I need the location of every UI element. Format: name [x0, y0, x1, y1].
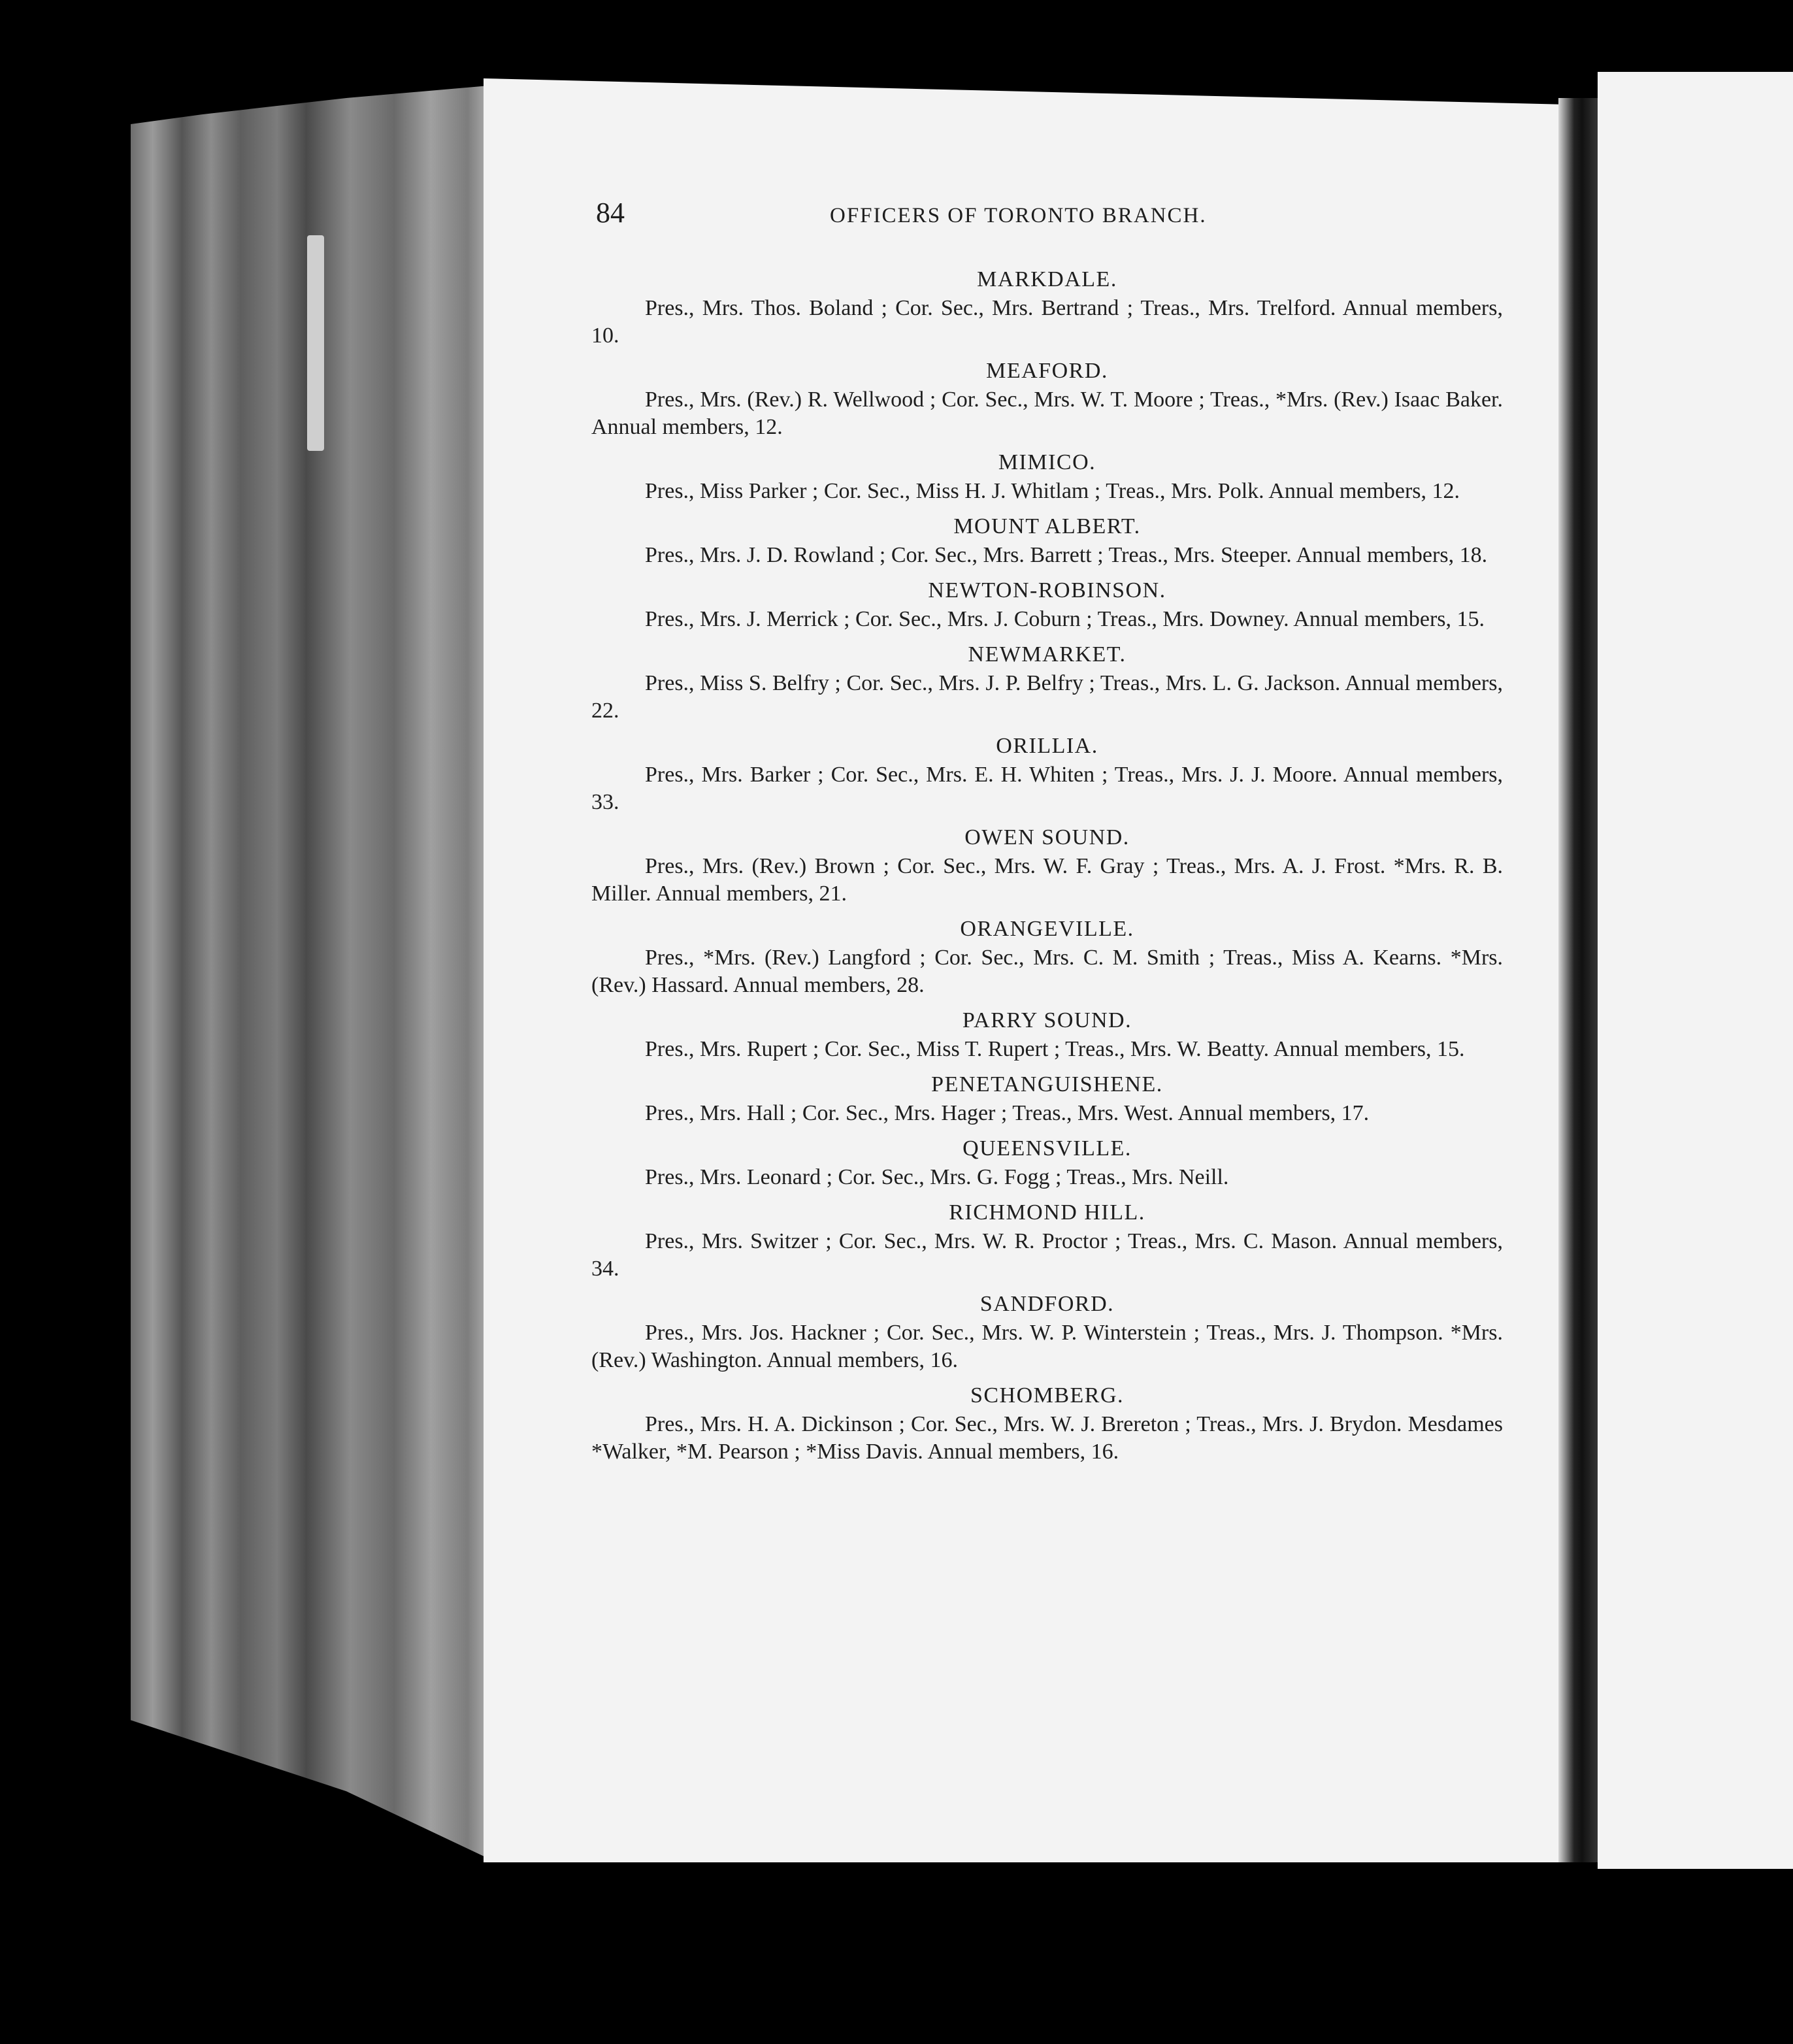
entry-text: Pres., Mrs. J. Merrick ; Cor. Sec., Mrs. J. Coburn ; Treas., Mrs. Downey. Annual members, 15.: [645, 607, 1485, 631]
entry-heading: MARKDALE.: [977, 267, 1117, 291]
entry-text: Pres., Mrs. Switzer ; Cor. Sec., Mrs. W. R. Proctor ; Treas., Mrs. C. Mason. Annual members, 34.: [591, 1229, 1503, 1281]
entry-text: Pres., Miss Parker ; Cor. Sec., Miss H. J. Whitlam ; Treas., Mrs. Polk. Annual members, 12.: [645, 479, 1460, 503]
entry-heading: SCHOMBERG.: [970, 1383, 1125, 1408]
entry-heading: MEAFORD.: [986, 359, 1108, 383]
entry-text: Pres., Mrs. J. D. Rowland ; Cor. Sec., Mrs. Barrett ; Treas., Mrs. Steeper. Annual members, 18.: [645, 543, 1488, 567]
entry-heading: MIMICO.: [998, 450, 1096, 474]
entry-sandford: [591, 1289, 1503, 1374]
entry-heading: NEWTON-ROBINSON.: [928, 578, 1166, 602]
entry-markdale: [591, 265, 1503, 350]
entry-orangeville: [591, 914, 1503, 999]
entry-heading: NEWMARKET.: [968, 642, 1127, 667]
entry-owen-sound: [591, 823, 1503, 908]
entry-heading: ORILLIA.: [996, 734, 1098, 758]
page-number: 84: [596, 197, 625, 229]
entry-richmond-hill: [591, 1198, 1503, 1283]
entry-mount-albert: [591, 512, 1503, 569]
entry-meaford: [591, 356, 1503, 441]
book-gutter: [1558, 98, 1598, 1862]
entry-heading: SANDFORD.: [979, 1292, 1115, 1316]
entry-orillia: [591, 731, 1503, 816]
branch-list: [591, 258, 1503, 1470]
entry-heading: ORANGEVILLE.: [960, 917, 1134, 941]
entry-heading: PARRY SOUND.: [962, 1008, 1132, 1032]
entry-newmarket: [591, 640, 1503, 725]
entry-text: Pres., Mrs. Jos. Hackner ; Cor. Sec., Mrs. W. P. Winterstein ; Treas., Mrs. J. Thompson. *Mrs. (Rev.) Washington. Annual members, 16.: [591, 1321, 1503, 1372]
entry-heading: QUEENSVILLE.: [962, 1136, 1132, 1161]
entry-heading: MOUNT ALBERT.: [953, 514, 1141, 538]
entry-newton-robinson: [591, 576, 1503, 633]
entry-text: Pres., Mrs. Hall ; Cor. Sec., Mrs. Hager ; Treas., Mrs. West. Annual members, 17.: [645, 1101, 1370, 1125]
entry-queensville: [591, 1134, 1503, 1191]
entry-text: Pres., Mrs. Barker ; Cor. Sec., Mrs. E. H. Whiten ; Treas., Mrs. J. J. Moore. Annual members, 33.: [591, 763, 1503, 814]
entry-schomberg: [591, 1381, 1503, 1466]
entry-heading: RICHMOND HILL.: [949, 1200, 1145, 1225]
entry-mimico: [591, 448, 1503, 505]
entry-heading: OWEN SOUND.: [964, 825, 1130, 849]
entry-penetanguishene: [591, 1070, 1503, 1127]
entry-heading: PENETANGUISHENE.: [931, 1072, 1163, 1096]
entry-text: Pres., Mrs. Thos. Boland ; Cor. Sec., Mrs. Bertrand ; Treas., Mrs. Trelford. Annual members, 10.: [591, 296, 1503, 348]
entry-text: Pres., Mrs. Rupert ; Cor. Sec., Miss T. Rupert ; Treas., Mrs. W. Beatty. Annual members, 15.: [645, 1037, 1465, 1061]
page-tab: [307, 235, 324, 451]
entry-parry-sound: [591, 1006, 1503, 1063]
entry-text: Pres., Miss S. Belfry ; Cor. Sec., Mrs. J. P. Belfry ; Treas., Mrs. L. G. Jackson. Annual members, 22.: [591, 671, 1503, 723]
entry-text: Pres., *Mrs. (Rev.) Langford ; Cor. Sec., Mrs. C. M. Smith ; Treas., Miss A. Kearns. *Mrs. (Rev.) Hassard. Annual members, 28.: [591, 946, 1503, 997]
entry-text: Pres., Mrs. (Rev.) Brown ; Cor. Sec., Mrs. W. F. Gray ; Treas., Mrs. A. J. Frost. *Mrs. R. B. Miller. Annual members, 21.: [591, 854, 1503, 906]
entry-text: Pres., Mrs. Leonard ; Cor. Sec., Mrs. G. Fogg ; Treas., Mrs. Neill.: [645, 1165, 1229, 1189]
entry-text: Pres., Mrs. (Rev.) R. Wellwood ; Cor. Sec., Mrs. W. T. Moore ; Treas., *Mrs. (Rev.) Isaac Baker. Annual members, 12.: [591, 387, 1503, 439]
running-head: OFFICERS OF TORONTO BRANCH.: [830, 204, 1207, 227]
entry-text: Pres., Mrs. H. A. Dickinson ; Cor. Sec., Mrs. W. J. Brereton ; Treas., Mrs. J. Brydon. Mesdames *Walker, *M. Pearson ; *Miss Davis. Annual members, 16.: [591, 1412, 1503, 1464]
right-page: [1598, 72, 1793, 1869]
